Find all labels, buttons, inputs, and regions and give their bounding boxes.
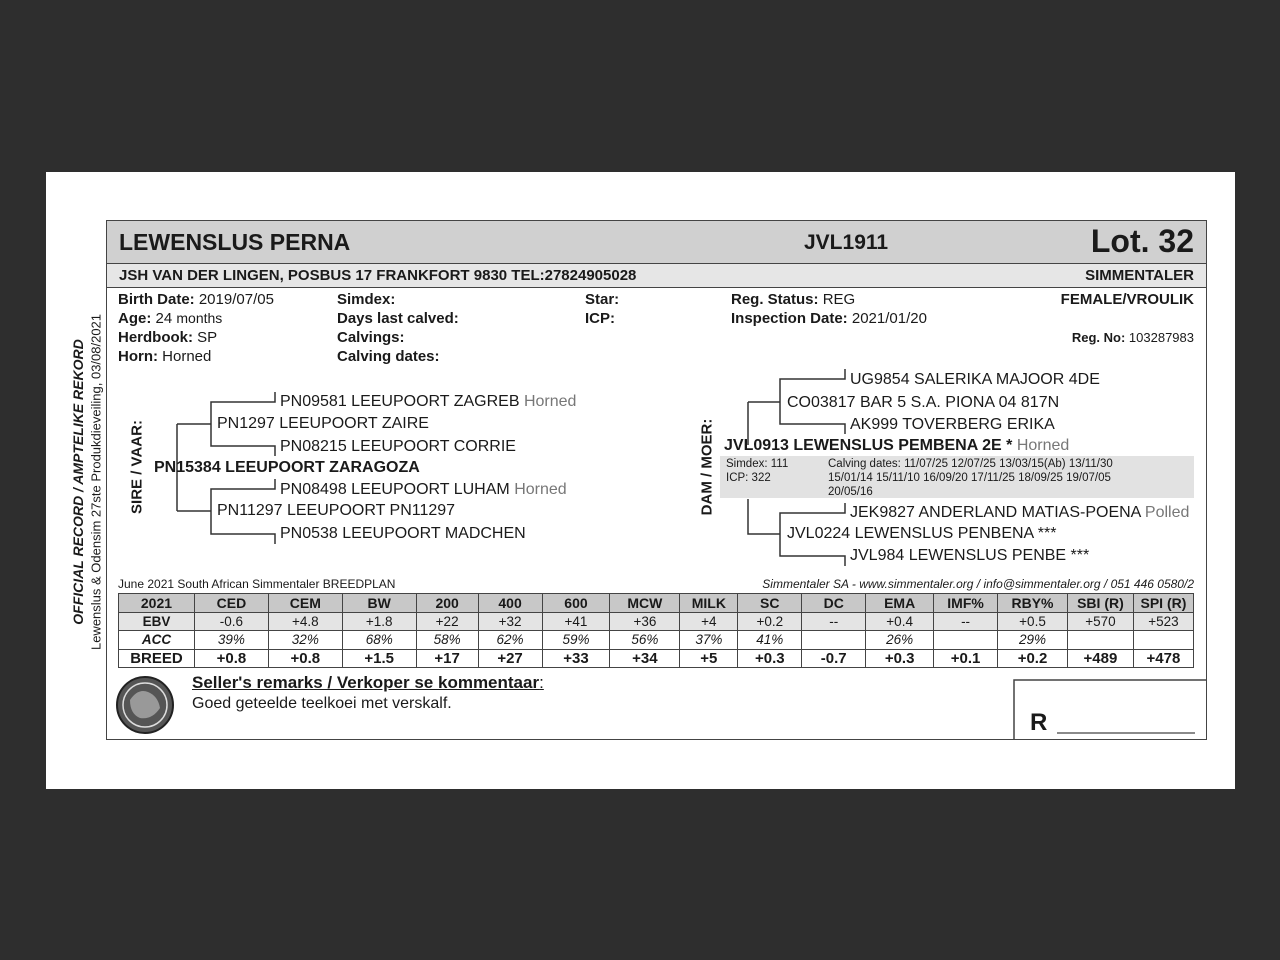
dam-sire-sire: UG9854 SALERIKA MAJOOR 4DE <box>850 371 1100 388</box>
breedplan-cell: +478 <box>1133 649 1193 668</box>
breedplan-cell: 68% <box>342 631 416 650</box>
animal-name: LEWENSLUS PERNA <box>119 229 351 255</box>
dam-dam-sire: JEK9827 ANDERLAND MATIAS-POENA Polled <box>850 504 1190 521</box>
breedplan-header-cell: CED <box>194 594 268 613</box>
breedplan-cell: +0.2 <box>738 612 802 631</box>
sire-dam-sire: PN08498 LEEUPOORT LUHAM Horned <box>280 481 567 498</box>
price-symbol: R <box>1030 709 1048 736</box>
horn-status: Horn: Horned <box>118 348 212 365</box>
breedplan-cell: +0.1 <box>934 649 998 668</box>
breedplan-cell: +33 <box>542 649 610 668</box>
remarks-title: Seller's remarks / Verkoper se kommentaar: <box>192 673 544 692</box>
breedplan-cell: +489 <box>1067 649 1133 668</box>
inspection-date: Inspection Date: 2021/01/20 <box>731 310 927 327</box>
breedplan-header-cell: 2021 <box>119 594 195 613</box>
sire-dam-dam: PN0538 LEEUPOORT MADCHEN <box>280 525 526 542</box>
breedplan-cell: 41% <box>738 631 802 650</box>
breedplan-row-label: ACC <box>119 631 195 650</box>
breedplan-cell: +5 <box>680 649 738 668</box>
breedplan-header-cell: EMA <box>866 594 934 613</box>
breedplan-cell: +1.5 <box>342 649 416 668</box>
breedplan-cell: +32 <box>478 612 542 631</box>
sire-sire-dam: PN08215 LEEUPOORT CORRIE <box>280 438 516 455</box>
age: Age: 24 months <box>118 310 223 327</box>
breedplan-header-cell: SC <box>738 594 802 613</box>
breedplan-cell: 56% <box>610 631 680 650</box>
sale-name-label: Lewenslus & Odensim 27ste Produkdieveiling, 03/08/2021 <box>88 313 104 651</box>
breedplan-cell: +0.3 <box>738 649 802 668</box>
breedplan-cell: +34 <box>610 649 680 668</box>
dam-name: JVL0913 LEWENSLUS PEMBENA 2E * Horned <box>724 437 1070 454</box>
breedplan-cell: +4 <box>680 612 738 631</box>
dam-calving-dates-2: 15/01/14 15/11/10 16/09/20 17/11/25 18/09/25 19/07/05 <box>828 472 1111 484</box>
breedplan-cell: -0.7 <box>802 649 866 668</box>
breedplan-header-cell: RBY% <box>998 594 1068 613</box>
breedplan-header-cell: SPI (R) <box>1133 594 1193 613</box>
breedplan-cell: -- <box>934 612 998 631</box>
days-last-calved-label: Days last calved: <box>337 310 459 327</box>
breed-label: SIMMENTALER <box>1085 267 1194 284</box>
breedplan-cell: 59% <box>542 631 610 650</box>
birth-date: Birth Date: 2019/07/05 <box>118 291 274 308</box>
animal-code: JVL1911 <box>804 231 889 254</box>
society-logo-icon <box>116 676 174 734</box>
breedplan-cell: +27 <box>478 649 542 668</box>
sire-label: SIRE / VAAR: <box>128 420 146 514</box>
breedplan-title: June 2021 South African Simmentaler BREEDPLAN <box>118 577 396 591</box>
sire-sire: PN1297 LEEUPOORT ZAIRE <box>217 415 429 432</box>
simdex-label: Simdex: <box>337 291 396 308</box>
breedplan-contact: Simmentaler SA - www.simmentaler.org / info@simmentaler.org / 051 446 0580/2 <box>762 577 1194 591</box>
breedplan-cell: 37% <box>680 631 738 650</box>
breedplan-cell: +0.2 <box>998 649 1068 668</box>
breedplan-header-cell: MILK <box>680 594 738 613</box>
sire-name: PN15384 LEEUPOORT ZARAGOZA <box>154 459 420 476</box>
dam-sire-dam: AK999 TOVERBERG ERIKA <box>850 416 1055 433</box>
sire-sire-sire: PN09581 LEEUPOORT ZAGREB Horned <box>280 393 577 410</box>
breedplan-header-cell: DC <box>802 594 866 613</box>
breedplan-cell: 29% <box>998 631 1068 650</box>
breedplan-cell: -- <box>802 612 866 631</box>
reg-number: Reg. No: 103287983 <box>1071 330 1194 345</box>
breedplan-cell: 58% <box>416 631 478 650</box>
breedplan-cell: +17 <box>416 649 478 668</box>
sex-label: FEMALE/VROULIK <box>1060 291 1194 308</box>
reg-status: Reg. Status: REG <box>731 291 856 308</box>
breedplan-cell: +570 <box>1067 612 1133 631</box>
sire-dam: PN11297 LEEUPOORT PN11297 <box>217 502 456 519</box>
breedplan-cell: +1.8 <box>342 612 416 631</box>
breedplan-cell: +0.3 <box>866 649 934 668</box>
icp-label: ICP: <box>585 310 615 327</box>
breedplan-header-cell: 200 <box>416 594 478 613</box>
dam-dam: JVL0224 LEWENSLUS PENBENA *** <box>787 525 1057 542</box>
breedplan-cell: +0.4 <box>866 612 934 631</box>
breedplan-cell: +523 <box>1133 612 1193 631</box>
herdbook: Herdbook: SP <box>118 329 218 346</box>
breedplan-header-cell: BW <box>342 594 416 613</box>
breedplan-header-cell: CEM <box>268 594 342 613</box>
breedplan-header-cell: IMF% <box>934 594 998 613</box>
breedplan-header-cell: 400 <box>478 594 542 613</box>
breedplan-cell: +4.8 <box>268 612 342 631</box>
breedplan-cell: 32% <box>268 631 342 650</box>
breedplan-cell: +0.8 <box>268 649 342 668</box>
lot-number: Lot. 32 <box>1090 223 1194 259</box>
breedplan-header-cell: SBI (R) <box>1067 594 1133 613</box>
breedplan-row-label: BREED <box>119 649 195 668</box>
breedplan-header-cell: MCW <box>610 594 680 613</box>
breedplan-cell: 39% <box>194 631 268 650</box>
dam-calving-dates-1: Calving dates: 11/07/25 12/07/25 13/03/15(Ab) 13/11/30 <box>828 458 1113 470</box>
breedplan-cell: -0.6 <box>194 612 268 631</box>
dam-dam-dam: JVL984 LEWENSLUS PENBE *** <box>850 547 1090 564</box>
breedplan-cell: 62% <box>478 631 542 650</box>
dam-calving-dates-3: 20/05/16 <box>828 486 873 498</box>
breedplan-cell: +36 <box>610 612 680 631</box>
calvings-label: Calvings: <box>337 329 405 346</box>
dam-label: DAM / MOER: <box>698 418 716 516</box>
calving-dates-label: Calving dates: <box>337 348 440 365</box>
breedplan-cell: +22 <box>416 612 478 631</box>
breedplan-cell: +0.5 <box>998 612 1068 631</box>
dam-simdex: Simdex: 111 <box>726 458 789 470</box>
owner-details: JSH VAN DER LINGEN, POSBUS 17 FRANKFORT 9830 TEL:27824905028 <box>119 267 637 284</box>
dam-icp: ICP: 322 <box>726 472 771 484</box>
dam-sire: CO03817 BAR 5 S.A. PIONA 04 817N <box>787 394 1060 411</box>
breedplan-header-cell: 600 <box>542 594 610 613</box>
breedplan-cell: +41 <box>542 612 610 631</box>
breedplan-cell: 26% <box>866 631 934 650</box>
breedplan-row-label: EBV <box>119 612 195 631</box>
remarks-text: Goed geteelde teelkoei met verskalf. <box>192 695 452 712</box>
official-record-label: OFFICIAL RECORD / AMPTELIKE REKORD <box>70 339 86 625</box>
breedplan-cell: +0.8 <box>194 649 268 668</box>
star-label: Star: <box>585 291 620 308</box>
